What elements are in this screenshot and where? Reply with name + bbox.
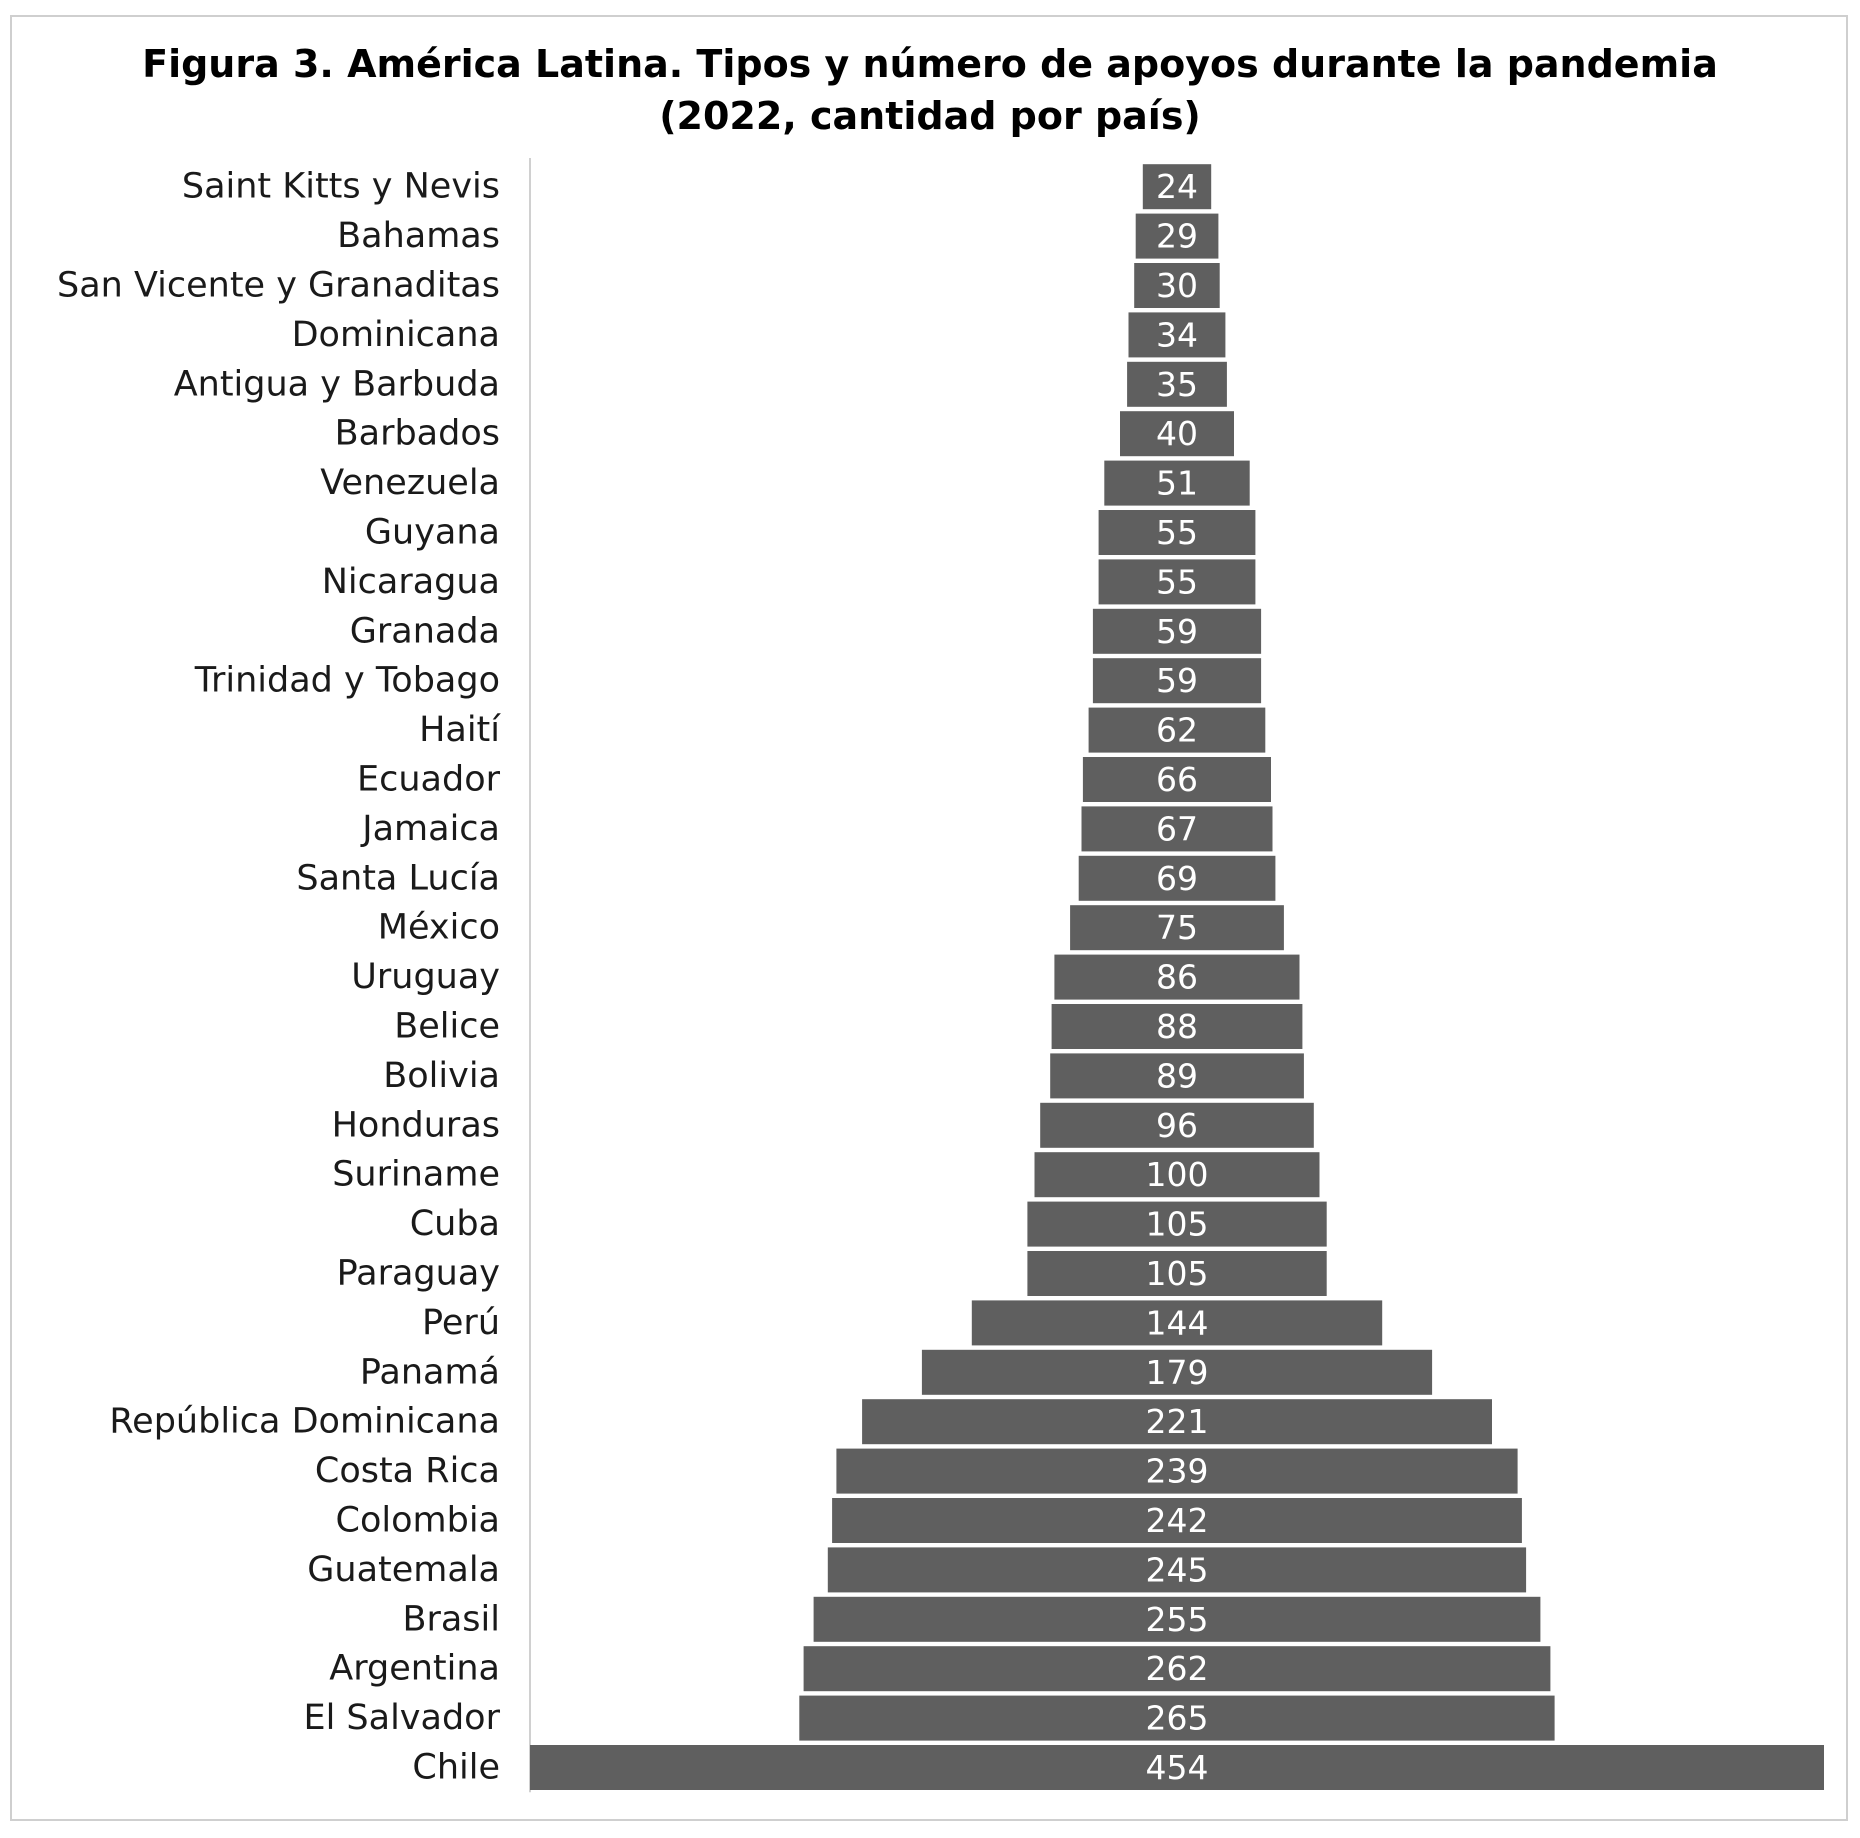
category-label-29: Guatemala [307,1549,500,1590]
category-label-25: Panamá [359,1352,500,1393]
category-label-7: Venezuela [320,463,500,504]
data-label-3: 30 [1156,266,1198,305]
data-label-4: 34 [1156,315,1198,355]
data-label-6: 40 [1156,414,1198,454]
category-label-19: Bolivia [383,1055,500,1096]
data-label-26: 221 [1145,1402,1209,1442]
data-label-23: 105 [1145,1254,1209,1293]
category-label-16: México [377,907,500,948]
category-label-3: San Vicente y Granaditas [57,265,500,306]
data-label-11: 59 [1156,661,1198,701]
data-label-5: 35 [1156,364,1198,404]
category-label-24: Perú [422,1302,500,1343]
data-label-18: 88 [1156,1007,1198,1046]
category-label-6: Barbados [334,413,500,454]
data-label-30: 255 [1145,1599,1209,1639]
category-label-32: El Salvador [303,1698,500,1739]
data-label-10: 59 [1156,611,1198,651]
category-label-20: Honduras [331,1105,500,1146]
category-label-22: Cuba [409,1204,500,1245]
category-label-2: Bahamas [337,216,500,257]
category-label-14: Jamaica [362,808,500,849]
data-label-25: 179 [1145,1352,1209,1392]
category-label-33: Chile [412,1747,500,1788]
data-label-27: 239 [1145,1451,1209,1491]
data-label-20: 96 [1156,1105,1198,1145]
data-label-2: 29 [1156,216,1198,256]
data-label-32: 265 [1145,1698,1209,1738]
chart-title: Figura 3. América Latina. Tipos y número de apoyos durante la pandemia [142,42,1718,86]
data-label-21: 100 [1145,1155,1209,1195]
data-label-22: 105 [1145,1204,1209,1244]
data-label-16: 75 [1156,908,1198,948]
category-label-12: Haití [419,710,500,751]
chart-subtitle: (2022, cantidad por país) [659,94,1201,138]
data-label-7: 51 [1156,463,1198,503]
bars-group [57,164,1824,1790]
data-label-24: 144 [1145,1303,1209,1343]
data-label-14: 67 [1156,809,1198,849]
data-label-29: 245 [1145,1550,1209,1590]
category-label-9: Nicaragua [321,561,500,602]
category-label-28: Colombia [335,1500,500,1541]
data-label-12: 62 [1156,710,1198,750]
category-label-21: Suriname [332,1154,500,1195]
category-label-31: Argentina [329,1648,500,1689]
data-label-33: 454 [1145,1748,1209,1787]
category-label-17: Uruguay [351,957,500,998]
data-label-8: 55 [1156,513,1198,552]
data-label-28: 242 [1145,1501,1209,1540]
category-label-23: Paraguay [336,1253,500,1294]
data-label-17: 86 [1156,957,1198,997]
category-label-15: Santa Lucía [296,858,500,899]
category-label-18: Belice [394,1006,500,1047]
category-label-4: Dominicana [291,314,500,355]
category-label-10: Granada [349,611,500,652]
data-label-15: 69 [1156,858,1198,898]
category-label-27: Costa Rica [314,1451,500,1492]
category-label-13: Ecuador [356,759,500,800]
category-label-5: Antigua y Barbuda [173,364,500,405]
category-label-30: Brasil [402,1599,500,1640]
category-label-26: República Dominicana [109,1401,500,1442]
data-label-1: 24 [1156,167,1198,207]
data-label-19: 89 [1156,1056,1198,1096]
data-label-13: 66 [1156,760,1198,799]
data-label-9: 55 [1156,562,1198,602]
category-label-8: Guyana [364,512,500,553]
category-label-11: Trinidad y Tobago [194,660,500,701]
category-label-1: Saint Kitts y Nevis [181,166,500,207]
data-label-31: 262 [1145,1649,1209,1689]
